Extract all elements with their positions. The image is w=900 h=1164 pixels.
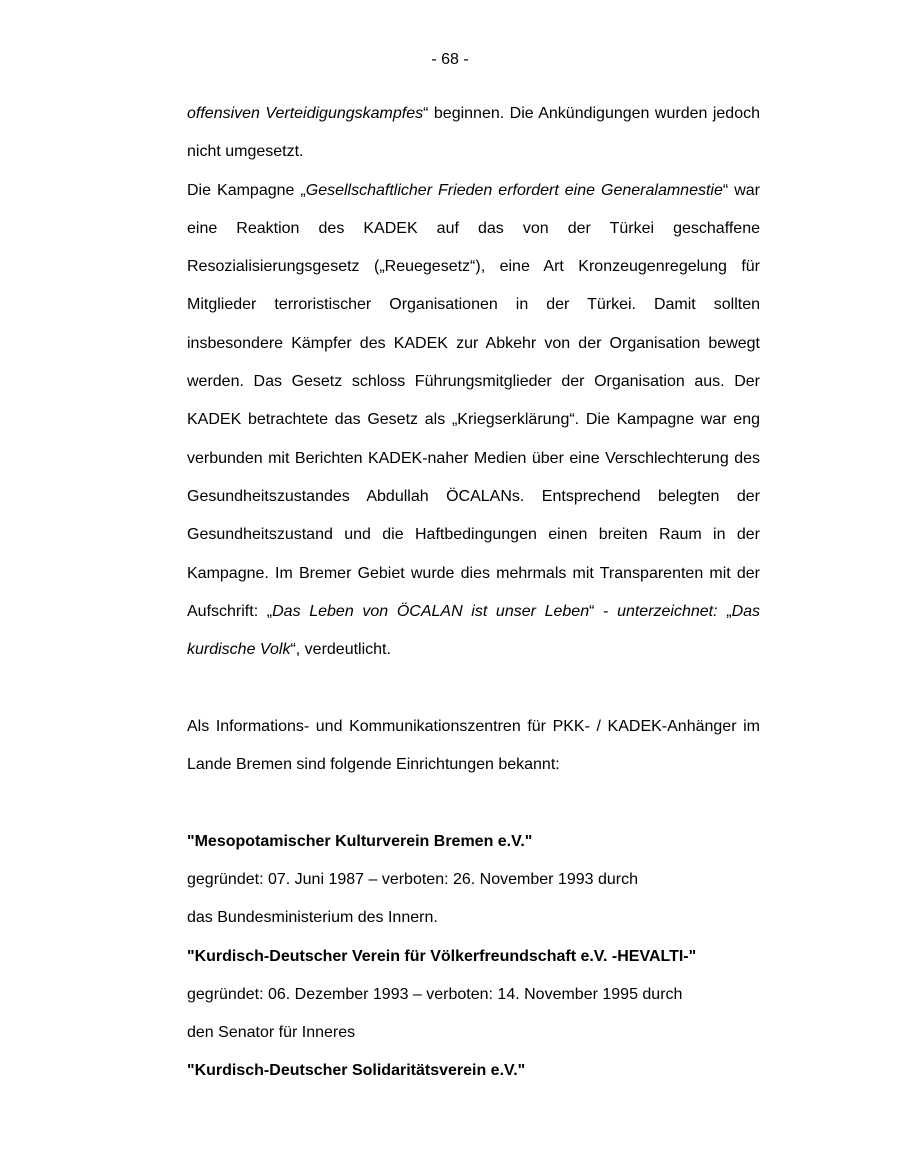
document-body bbox=[187, 95, 760, 1091]
paragraph-text: “ - bbox=[589, 602, 618, 620]
paragraph-offensive-defense bbox=[187, 95, 760, 172]
page-number: - 68 - bbox=[431, 51, 469, 68]
organization-detail: gegründet: 07. Juni 1987 – verboten: 26. November 1993 durch bbox=[187, 870, 638, 888]
organization-name: "Mesopotamischer Kulturverein Bremen e.V." bbox=[187, 832, 533, 850]
signatory: Das kurdische Volk bbox=[187, 602, 761, 659]
spacer bbox=[187, 784, 760, 822]
organization-detail: gegründet: 06. Dezember 1993 – verboten: 14. November 1995 durch bbox=[187, 985, 683, 1003]
organization-name: "Kurdisch-Deutscher Verein für Völkerfreundschaft e.V. -HEVALTI-" bbox=[187, 947, 697, 965]
organization-name: "Kurdisch-Deutscher Solidaritätsverein e.V." bbox=[187, 1062, 526, 1080]
spacer bbox=[187, 669, 760, 707]
organization-detail: das Bundesministerium des Innern. bbox=[187, 909, 438, 927]
paragraph-text: “, verdeutlicht. bbox=[290, 641, 391, 659]
paragraph-centers: Als Informations- und Kommunikationszentren für PKK- / KADEK-Anhänger im Lande Bremen sind folgende Einrichtungen bekannt: bbox=[187, 717, 760, 774]
paragraph-text: „ bbox=[717, 602, 732, 620]
paragraph-text: Die Kampagne „ bbox=[187, 181, 306, 199]
organization-detail: den Senator für Inneres bbox=[187, 1024, 356, 1042]
paragraph-campaign bbox=[187, 172, 760, 670]
organization-list bbox=[187, 823, 760, 1091]
paragraph-text: “ beginnen. Die Ankündigungen wurden jedoch nicht umgesetzt. bbox=[187, 105, 760, 161]
paragraph-text: “ war eine Reaktion des KADEK auf das von der Türkei geschaffene Resozialisierungsgesetz („Reuegesetz“), eine Art Kronzeugenregelung für Mitglieder terroristischer Organisationen in der Türkei. Damit sollten insbesondere Kämpfer des KADEK zur Abkehr von der Organisation bewegt werden. Das Gesetz schloss Führungsmitglieder der Organisation aus. Der KADEK betrachtete das Gesetz als „Kriegserklärung“. Die Kampagne war eng verbunden mit Berichten KADEK-naher Medien über eine Verschlechterung des Gesundheitszustandes Abdullah ÖCALANs. Entsprechend belegten der Gesundheitszustand und die Haftbedingungen einen breiten Raum in der Kampagne. Im Bremer Gebiet wurde dies mehrmals mit Transparenten mit der Aufschrift: „ bbox=[187, 181, 760, 620]
signed-label: unterzeichnet: bbox=[617, 602, 718, 620]
banner-slogan: Das Leben von ÖCALAN ist unser Leben bbox=[272, 602, 590, 620]
italic-phrase: offensiven Verteidigungskampfes bbox=[187, 105, 424, 122]
campaign-title: Gesellschaftlicher Frieden erfordert eine Generalamnestie bbox=[305, 181, 723, 199]
